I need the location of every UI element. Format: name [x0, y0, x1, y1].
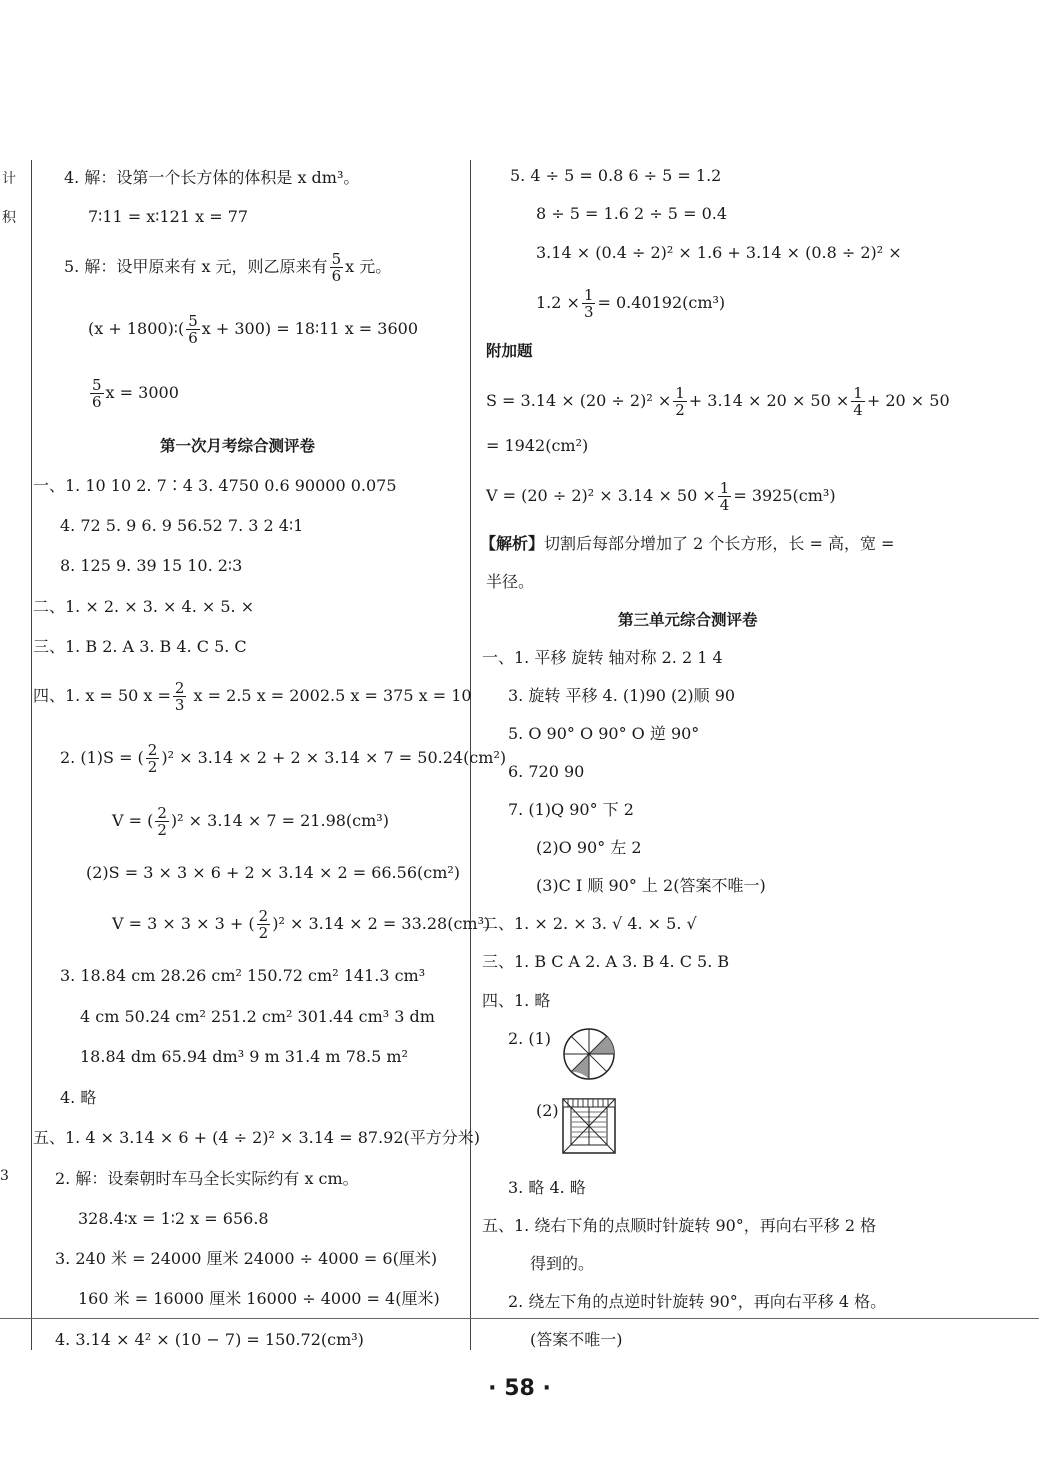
- left-line-s4-1: 四、1. x = 50 x = $\frac{2}{3}$ x = 2.5 x = 2002.5 x = 375 x = 10: [33, 679, 472, 714]
- page-number: · 58 ·: [488, 1376, 551, 1401]
- divided-circle-figure: [562, 1027, 616, 1081]
- right-line-t12: (2): [536, 1101, 559, 1120]
- right-line-t15: 得到的。: [530, 1254, 595, 1273]
- right-line-3: 3.14 × (0.4 ÷ 2)² × 1.6 + 3.14 × (0.8 ÷ 2)² ×: [536, 243, 902, 262]
- right-line-9: 半径。: [486, 572, 535, 591]
- right-line-t14: 五、1. 绕右下角的点顺时针旋转 90°，再向右平移 2 格: [482, 1216, 877, 1235]
- right-line-t17: (答案不唯一): [530, 1330, 623, 1349]
- right-line-t1: 一、1. 平移 旋转 轴对称 2. 2 1 4: [482, 648, 723, 667]
- right-line-t5: 7. (1)Q 90° 下 2: [508, 800, 634, 819]
- left-line-s1-3: 8. 125 9. 39 15 10. 2∶3: [60, 556, 243, 575]
- margin-char-2: 积: [2, 210, 16, 226]
- striped-square-figure: [562, 1098, 616, 1154]
- left-line-s4-7: 4 cm 50.24 cm² 251.2 cm² 301.44 cm³ 3 dm: [80, 1007, 435, 1026]
- left-line-s5-2: 2. 解：设秦朝时车马全长实际约有 x cm。: [55, 1169, 359, 1188]
- right-line-t7: (3)C I 顺 90° 上 2(答案不唯一): [536, 876, 766, 895]
- bottom-rule: [0, 1318, 1039, 1319]
- extra-question-title: 附加题: [486, 342, 533, 360]
- right-line-5: S = 3.14 × (20 ÷ 2)² × $\frac{1}{2}$ + 3.14 × 20 × 50 × $\frac{1}{4}$ + 20 × 50: [486, 384, 950, 419]
- right-line-4: 1.2 × $\frac{1}{3}$ = 0.40192(cm³): [536, 286, 726, 321]
- left-line-s4-3: V = ( $\frac{2}{2}$ )² × 3.14 × 7 = 21.98(cm³): [112, 804, 389, 839]
- right-line-t2: 3. 旋转 平移 4. (1)90 (2)顺 90: [508, 686, 736, 705]
- right-line-8: 【解析】切割后每部分增加了 2 个长方形，长 = 高，宽 =: [480, 534, 895, 553]
- right-line-6: = 1942(cm²): [486, 436, 589, 455]
- right-line-1: 5. 4 ÷ 5 = 0.8 6 ÷ 5 = 1.2: [510, 166, 722, 185]
- right-line-t9: 三、1. B C A 2. A 3. B 4. C 5. B: [482, 952, 730, 971]
- right-line-t10: 四、1. 略: [482, 991, 551, 1010]
- left-line-3: 5. 解：设甲原来有 x 元，则乙原来有 $\frac{5}{6}$ x 元。: [64, 250, 392, 285]
- margin-char-1: 计: [2, 171, 16, 187]
- left-line-4: (x + 1800)∶( $\frac{5}{6}$ x + 300) = 18∶11 x = 3600: [88, 312, 419, 347]
- left-line-s1-1: 一、1. 10 10 2. 7∶4 3. 4750 0.6 90000 0.075: [33, 476, 397, 495]
- margin-char-3: 3: [0, 1168, 9, 1184]
- left-line-s4-2: 2. (1)S = ( $\frac{2}{2}$ )² × 3.14 × 2 + 2 × 3.14 × 7 = 50.24(cm²): [60, 741, 507, 776]
- right-line-t6: (2)O 90° 左 2: [536, 838, 642, 857]
- right-line-t4: 6. 720 90: [508, 762, 585, 781]
- right-line-t3: 5. O 90° O 90° O 逆 90°: [508, 724, 700, 743]
- left-line-s4-5: V = 3 × 3 × 3 + ( $\frac{2}{2}$ )² × 3.14 × 2 = 33.28(cm³): [112, 907, 491, 942]
- left-line-s5-6: 4. 3.14 × 4² × (10 − 7) = 150.72(cm³): [55, 1330, 364, 1349]
- left-line-s4-8: 18.84 dm 65.94 dm³ 9 m 31.4 m 78.5 m²: [80, 1047, 408, 1066]
- left-line-s4-6: 3. 18.84 cm 28.26 cm² 150.72 cm² 141.3 cm³: [60, 966, 426, 985]
- left-line-s4-9: 4. 略: [60, 1088, 97, 1107]
- left-line-s5-4: 3. 240 米 = 24000 厘米 24000 ÷ 4000 = 6(厘米): [55, 1249, 438, 1268]
- left-margin-rule: [31, 160, 32, 1350]
- section-title-first-monthly: 第一次月考综合测评卷: [160, 437, 316, 455]
- left-line-s5-3: 328.4∶x = 1∶2 x = 656.8: [78, 1209, 269, 1228]
- right-line-2: 8 ÷ 5 = 1.6 2 ÷ 5 = 0.4: [536, 204, 728, 223]
- right-line-7: V = (20 ÷ 2)² × 3.14 × 50 × $\frac{1}{4}$ = 3925(cm³): [486, 479, 836, 514]
- analysis-tag: 【解析】: [480, 534, 545, 553]
- left-line-s2: 二、1. × 2. × 3. × 4. × 5. ×: [33, 597, 255, 616]
- right-line-t16: 2. 绕左下角的点逆时针旋转 90°，再向右平移 4 格。: [508, 1292, 887, 1311]
- right-line-t13: 3. 略 4. 略: [508, 1178, 586, 1197]
- left-line-s5-1: 五、1. 4 × 3.14 × 6 + (4 ÷ 2)² × 3.14 = 87.92(平方分米): [33, 1128, 480, 1147]
- left-line-s4-4: (2)S = 3 × 3 × 6 + 2 × 3.14 × 2 = 66.56(cm²): [86, 863, 461, 882]
- right-line-t8: 二、1. × 2. × 3. √ 4. × 5. √: [482, 914, 697, 933]
- left-line-1: 4. 解：设第一个长方体的体积是 x dm³。: [64, 168, 360, 187]
- left-line-2: 7∶11 = x∶121 x = 77: [88, 207, 249, 226]
- left-line-s3: 三、1. B 2. A 3. B 4. C 5. C: [33, 637, 247, 656]
- section-title-unit-three: 第三单元综合测评卷: [618, 611, 758, 629]
- left-line-s1-2: 4. 72 5. 9 6. 9 56.52 7. 3 2 4∶1: [60, 516, 304, 535]
- left-line-s5-5: 160 米 = 16000 厘米 16000 ÷ 4000 = 4(厘米): [78, 1289, 440, 1308]
- left-line-5: $\frac{5}{6}$ x = 3000: [92, 376, 179, 411]
- right-line-t11: 2. (1): [508, 1029, 552, 1048]
